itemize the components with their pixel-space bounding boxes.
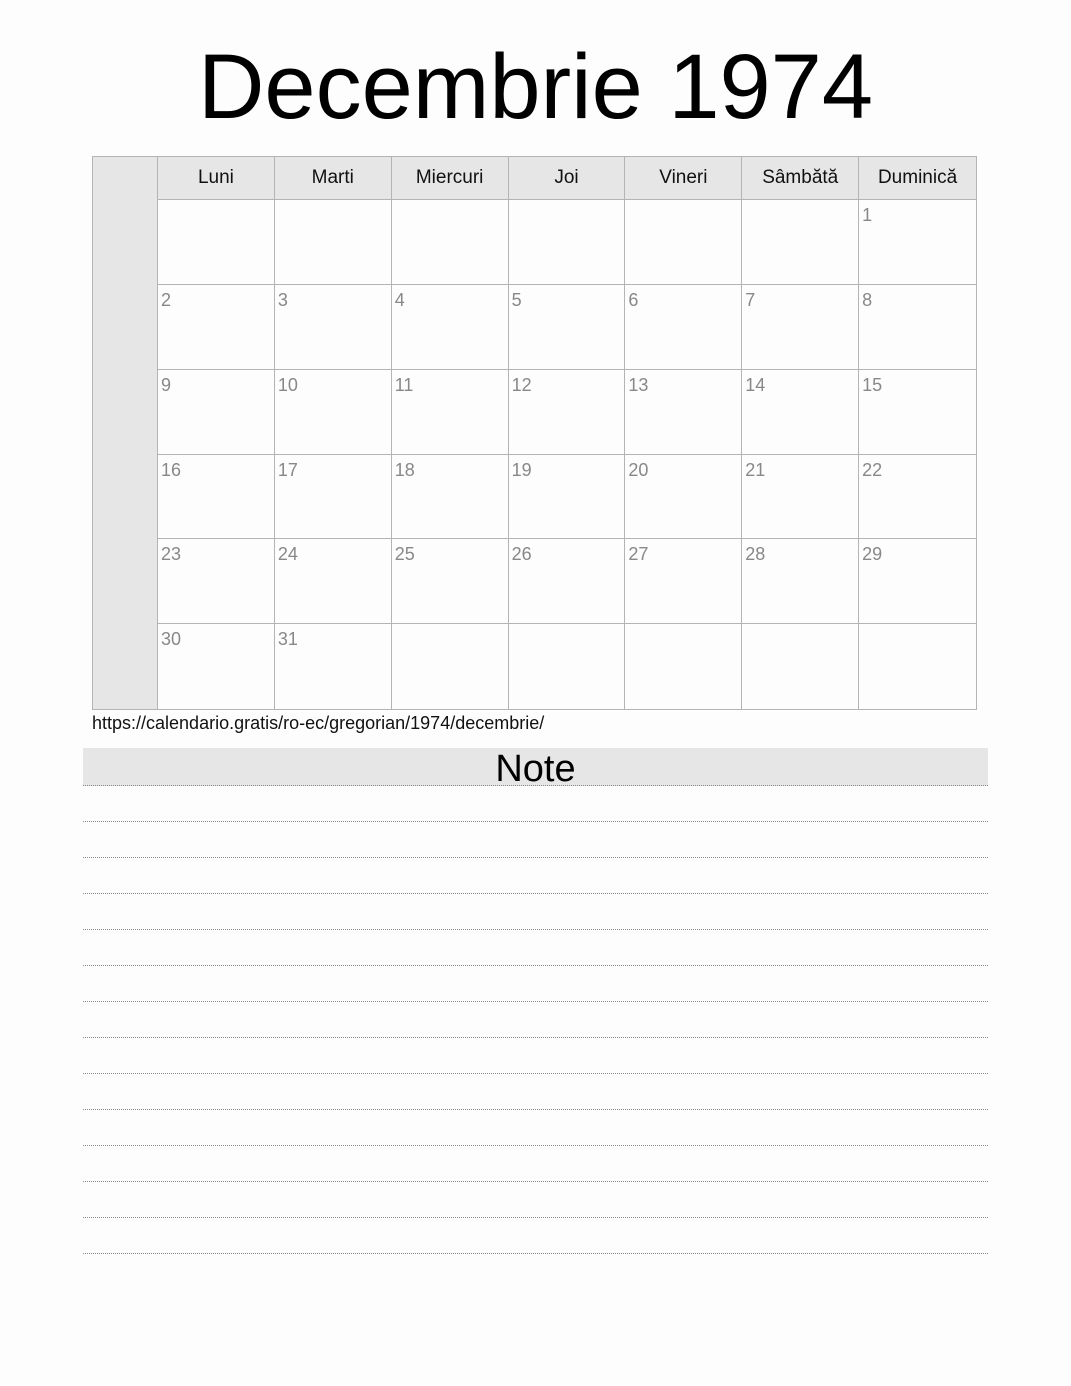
day-number: 17 (277, 459, 298, 480)
day-cell (392, 370, 509, 455)
note-line[interactable] (83, 786, 988, 822)
weekday-header: Vineri (625, 157, 742, 200)
day-number: 14 (745, 374, 766, 395)
day-cell (158, 624, 275, 709)
day-number: 23 (161, 544, 182, 565)
note-line[interactable] (83, 930, 988, 966)
day-cell (625, 370, 742, 455)
notes-section (83, 748, 988, 1254)
day-number: 19 (511, 459, 532, 480)
day-cell (742, 455, 859, 540)
day-number: 31 (277, 629, 298, 650)
weekday-header: Marti (275, 157, 392, 200)
day-cell (625, 200, 742, 285)
day-number: 1 (862, 205, 873, 225)
day-cell (275, 285, 392, 370)
weekday-header: Miercuri (392, 157, 509, 200)
day-cell (392, 455, 509, 540)
note-line[interactable] (83, 1182, 988, 1218)
day-number: 2 (161, 289, 172, 310)
day-number: 24 (277, 544, 298, 565)
day-cell (859, 200, 976, 285)
note-line[interactable] (83, 1002, 988, 1038)
week-number-column (93, 157, 158, 709)
day-cell (859, 285, 976, 370)
day-cell (509, 200, 626, 285)
notes-lines (83, 786, 988, 1254)
day-cell (509, 624, 626, 709)
day-cell (509, 285, 626, 370)
note-line[interactable] (83, 1218, 988, 1254)
note-line[interactable] (83, 1074, 988, 1110)
day-number: 26 (511, 544, 532, 565)
calendar-table (92, 156, 977, 710)
day-number: 21 (745, 459, 766, 480)
weekday-header: Duminică (859, 157, 976, 200)
day-cell (392, 624, 509, 709)
day-cell (158, 455, 275, 540)
day-cell (275, 370, 392, 455)
day-cell (625, 455, 742, 540)
day-cell (392, 285, 509, 370)
day-cell (509, 539, 626, 624)
day-cell (625, 624, 742, 709)
day-number: 29 (862, 544, 883, 565)
day-cell (275, 539, 392, 624)
day-number: 6 (628, 289, 639, 310)
day-cell (859, 624, 976, 709)
day-cell (742, 200, 859, 285)
day-cell (158, 370, 275, 455)
page-title: Decembrie 1974 (197, 36, 874, 138)
day-number: 15 (862, 374, 883, 395)
day-cell (859, 370, 976, 455)
day-cell (392, 539, 509, 624)
note-line[interactable] (83, 966, 988, 1002)
day-number: 13 (628, 374, 649, 395)
day-number: 20 (628, 459, 649, 480)
day-cell (158, 539, 275, 624)
day-cell (275, 624, 392, 709)
day-cell (742, 285, 859, 370)
day-cell (158, 200, 275, 285)
day-number: 10 (277, 374, 298, 395)
day-number: 9 (161, 374, 172, 395)
day-cell (509, 455, 626, 540)
day-number: 27 (628, 544, 649, 565)
day-number: 5 (511, 289, 522, 310)
calendar-grid (158, 157, 976, 709)
day-number: 18 (394, 459, 415, 480)
day-number: 25 (394, 544, 415, 565)
day-number: 7 (745, 289, 756, 310)
day-number: 8 (862, 289, 873, 310)
day-number: 3 (277, 289, 288, 310)
weekday-header: Sâmbătă (742, 157, 859, 200)
day-cell (509, 370, 626, 455)
day-number: 12 (511, 374, 532, 395)
weekday-header: Joi (509, 157, 626, 200)
note-line[interactable] (83, 1038, 988, 1074)
notes-title: Note (83, 748, 988, 786)
source-url[interactable]: https://calendario.gratis/ro-ec/gregorian/1974/decembrie/ (92, 713, 545, 733)
weekday-header: Luni (158, 157, 275, 200)
day-cell (158, 285, 275, 370)
day-number: 30 (161, 629, 182, 650)
day-number: 16 (161, 459, 182, 480)
day-cell (742, 370, 859, 455)
note-line[interactable] (83, 1146, 988, 1182)
note-line[interactable] (83, 822, 988, 858)
day-cell (392, 200, 509, 285)
day-cell (859, 539, 976, 624)
day-number: 22 (862, 459, 883, 480)
note-line[interactable] (83, 894, 988, 930)
note-line[interactable] (83, 1110, 988, 1146)
day-cell (625, 285, 742, 370)
day-number: 11 (394, 374, 414, 395)
day-cell (742, 624, 859, 709)
day-cell (859, 455, 976, 540)
day-number: 28 (745, 544, 766, 565)
day-cell (275, 455, 392, 540)
day-cell (742, 539, 859, 624)
day-number: 4 (394, 289, 405, 310)
day-cell (625, 539, 742, 624)
day-cell (275, 200, 392, 285)
note-line[interactable] (83, 858, 988, 894)
